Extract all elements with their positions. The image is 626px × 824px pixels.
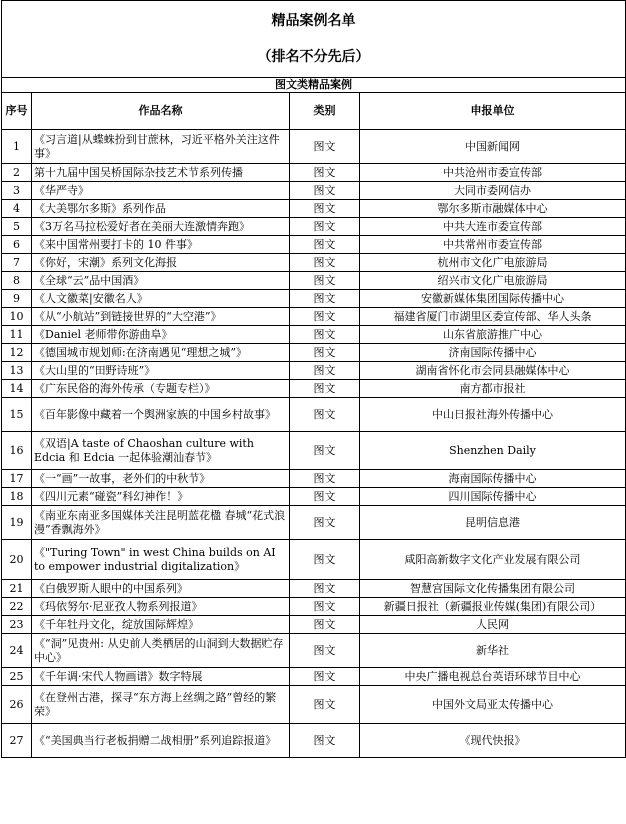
row-number: 26 [2,686,32,724]
table-row [2,130,626,164]
work-category: 图文 [290,130,360,164]
work-category: 图文 [290,164,360,182]
table-row [2,272,626,290]
work-category: 图文 [290,540,360,580]
table-header [2,1,626,78]
work-title: 《人文徽菜|安徽名人》 [32,290,290,308]
submitting-unit: 咸阳高新数字文化产业发展有限公司 [360,540,626,580]
row-number: 16 [2,432,32,470]
work-category: 图文 [290,668,360,686]
row-number: 1 [2,130,32,164]
section-title: 图文类精品案例 [2,78,626,93]
work-category: 图文 [290,488,360,506]
work-category: 图文 [290,326,360,344]
case-list-table [1,0,626,758]
work-category: 图文 [290,506,360,540]
row-number: 25 [2,668,32,686]
table-row [2,254,626,272]
row-number: 4 [2,200,32,218]
submitting-unit: 中央广播电视总台英语环球节目中心 [360,668,626,686]
row-number: 6 [2,236,32,254]
table-row [2,540,626,580]
submitting-unit: 湖南省怀化市会同县融媒体中心 [360,362,626,380]
row-number: 24 [2,634,32,668]
row-number: 27 [2,724,32,758]
work-title: 《全球“云”品中国酒》 [32,272,290,290]
work-title: 《德国城市规划师:在济南遇见“理想之城”》 [32,344,290,362]
work-title: 《南亚东南亚多国媒体关注昆明蓝花楹 春城“花式浪漫”香飘海外》 [32,506,290,540]
work-title: 《Daniel 老师带你游曲阜》 [32,326,290,344]
work-category: 图文 [290,290,360,308]
work-category: 图文 [290,598,360,616]
submitting-unit: 福建省厦门市湖里区委宣传部、华人头条 [360,308,626,326]
table-row [2,218,626,236]
work-category: 图文 [290,308,360,326]
row-number: 20 [2,540,32,580]
work-title: 《"Turing Town" in west China builds on AI to empower industrial digitalization》 [32,540,290,580]
row-number: 2 [2,164,32,182]
row-number: 9 [2,290,32,308]
table-row [2,398,626,432]
work-title: 《习言道|从蝶蛛扮到甘蔗林，习近平格外关注这件事》 [32,130,290,164]
row-number: 17 [2,470,32,488]
row-number: 22 [2,598,32,616]
table-row [2,290,626,308]
work-category: 图文 [290,724,360,758]
submitting-unit: 安徽新媒体集团国际传播中心 [360,290,626,308]
page-subtitle: （排名不分先后） [257,49,370,65]
work-title: 《玛依努尔·尼亚孜人物系列报道》 [32,598,290,616]
submitting-unit: 中国外文局亚太传播中心 [360,686,626,724]
work-title: 第十九届中国吴桥国际杂技艺术节系列传播 [32,164,290,182]
work-category: 图文 [290,236,360,254]
row-number: 13 [2,362,32,380]
row-number: 8 [2,272,32,290]
row-number: 10 [2,308,32,326]
submitting-unit: 中共沧州市委宣传部 [360,164,626,182]
table-row [2,362,626,380]
submitting-unit: 海南国际传播中心 [360,470,626,488]
work-category: 图文 [290,362,360,380]
submitting-unit: 中山日报社海外传播中心 [360,398,626,432]
work-title: 《华严寺》 [32,182,290,200]
table-row [2,598,626,616]
work-category: 图文 [290,398,360,432]
work-title: 《在登州古港，探寻“东方海上丝绸之路”曾经的繁荣》 [32,686,290,724]
work-title: 《3万名马拉松爱好者在美丽大连激情奔跑》 [32,218,290,236]
work-title: 《你好，宋潮》系列文化海报 [32,254,290,272]
table-row [2,616,626,634]
table-row [2,164,626,182]
submitting-unit: 人民网 [360,616,626,634]
row-number: 15 [2,398,32,432]
table-row [2,182,626,200]
row-number: 12 [2,344,32,362]
work-category: 图文 [290,380,360,398]
submitting-unit: 《现代快报》 [360,724,626,758]
row-number: 5 [2,218,32,236]
work-category: 图文 [290,200,360,218]
work-title: 《千年调·宋代人物画谱》数字特展 [32,668,290,686]
table-row [2,200,626,218]
work-category: 图文 [290,218,360,236]
column-header-num: 序号 [2,93,32,130]
work-title: 《一“画”一故事，老外们的中秋节》 [32,470,290,488]
row-number: 19 [2,506,32,540]
table-row [2,668,626,686]
row-number: 3 [2,182,32,200]
work-title: 《从“小航站”到链接世界的“大空港”》 [32,308,290,326]
table-row [2,506,626,540]
submitting-unit: 南方都市报社 [360,380,626,398]
submitting-unit: 四川国际传播中心 [360,488,626,506]
work-title: 《“美国典当行老板捐赠二战相册”系列追踪报道》 [32,724,290,758]
work-title: 《白俄罗斯人眼中的中国系列》 [32,580,290,598]
submitting-unit: 绍兴市文化广电旅游局 [360,272,626,290]
submitting-unit: 智慧宫国际文化传播集团有限公司 [360,580,626,598]
column-header-unit: 申报单位 [360,93,626,130]
submitting-unit: Shenzhen Daily [360,432,626,470]
work-category: 图文 [290,686,360,724]
table-row [2,686,626,724]
submitting-unit: 中共常州市委宣传部 [360,236,626,254]
table-row [2,236,626,254]
submitting-unit: 济南国际传播中心 [360,344,626,362]
submitting-unit: 中国新闻网 [360,130,626,164]
row-number: 14 [2,380,32,398]
work-category: 图文 [290,580,360,598]
work-title: 《大美鄂尔多斯》系列作品 [32,200,290,218]
submitting-unit: 新疆日报社（新疆报业传媒(集团)有限公司） [360,598,626,616]
page-title: 精品案例名单 [271,13,356,29]
row-number: 11 [2,326,32,344]
table-row [2,344,626,362]
row-number: 23 [2,616,32,634]
submitting-unit: 鄂尔多斯市融媒体中心 [360,200,626,218]
table-row [2,724,626,758]
work-category: 图文 [290,182,360,200]
work-title: 《双语|A taste of Chaoshan culture with Edcia 和 Edcia 一起体验潮汕春节》 [32,432,290,470]
submitting-unit: 中共大连市委宣传部 [360,218,626,236]
table-row [2,634,626,668]
work-title: 《广东民俗的海外传承（专题专栏）》 [32,380,290,398]
work-title: 《百年影像中藏着一个舆洲家族的中国乡村故事》 [32,398,290,432]
work-category: 图文 [290,634,360,668]
table-row [2,308,626,326]
table-row [2,326,626,344]
submitting-unit: 昆明信息港 [360,506,626,540]
table-row [2,380,626,398]
table-row [2,488,626,506]
column-header-name: 作品名称 [32,93,290,130]
column-header-type: 类别 [290,93,360,130]
work-title: 《千年牡丹文化，绽放国际辉煌》 [32,616,290,634]
table-row [2,470,626,488]
row-number: 18 [2,488,32,506]
row-number: 21 [2,580,32,598]
work-title: 《来中国常州要打卡的 10 件事》 [32,236,290,254]
work-category: 图文 [290,470,360,488]
work-category: 图文 [290,616,360,634]
work-category: 图文 [290,254,360,272]
column-header-row [2,93,626,130]
work-category: 图文 [290,432,360,470]
submitting-unit: 山东省旅游推广中心 [360,326,626,344]
submitting-unit: 新华社 [360,634,626,668]
work-title: 《“洞”见贵州: 从史前人类栖居的山洞到大数据贮存中心》 [32,634,290,668]
table-row [2,432,626,470]
submitting-unit: 杭州市文化广电旅游局 [360,254,626,272]
work-title: 《四川元素“碰瓷”科幻神作！》 [32,488,290,506]
table-row [2,580,626,598]
row-number: 7 [2,254,32,272]
submitting-unit: 大同市委网信办 [360,182,626,200]
work-category: 图文 [290,272,360,290]
work-category: 图文 [290,344,360,362]
work-title: 《大山里的“田野诗班”》 [32,362,290,380]
